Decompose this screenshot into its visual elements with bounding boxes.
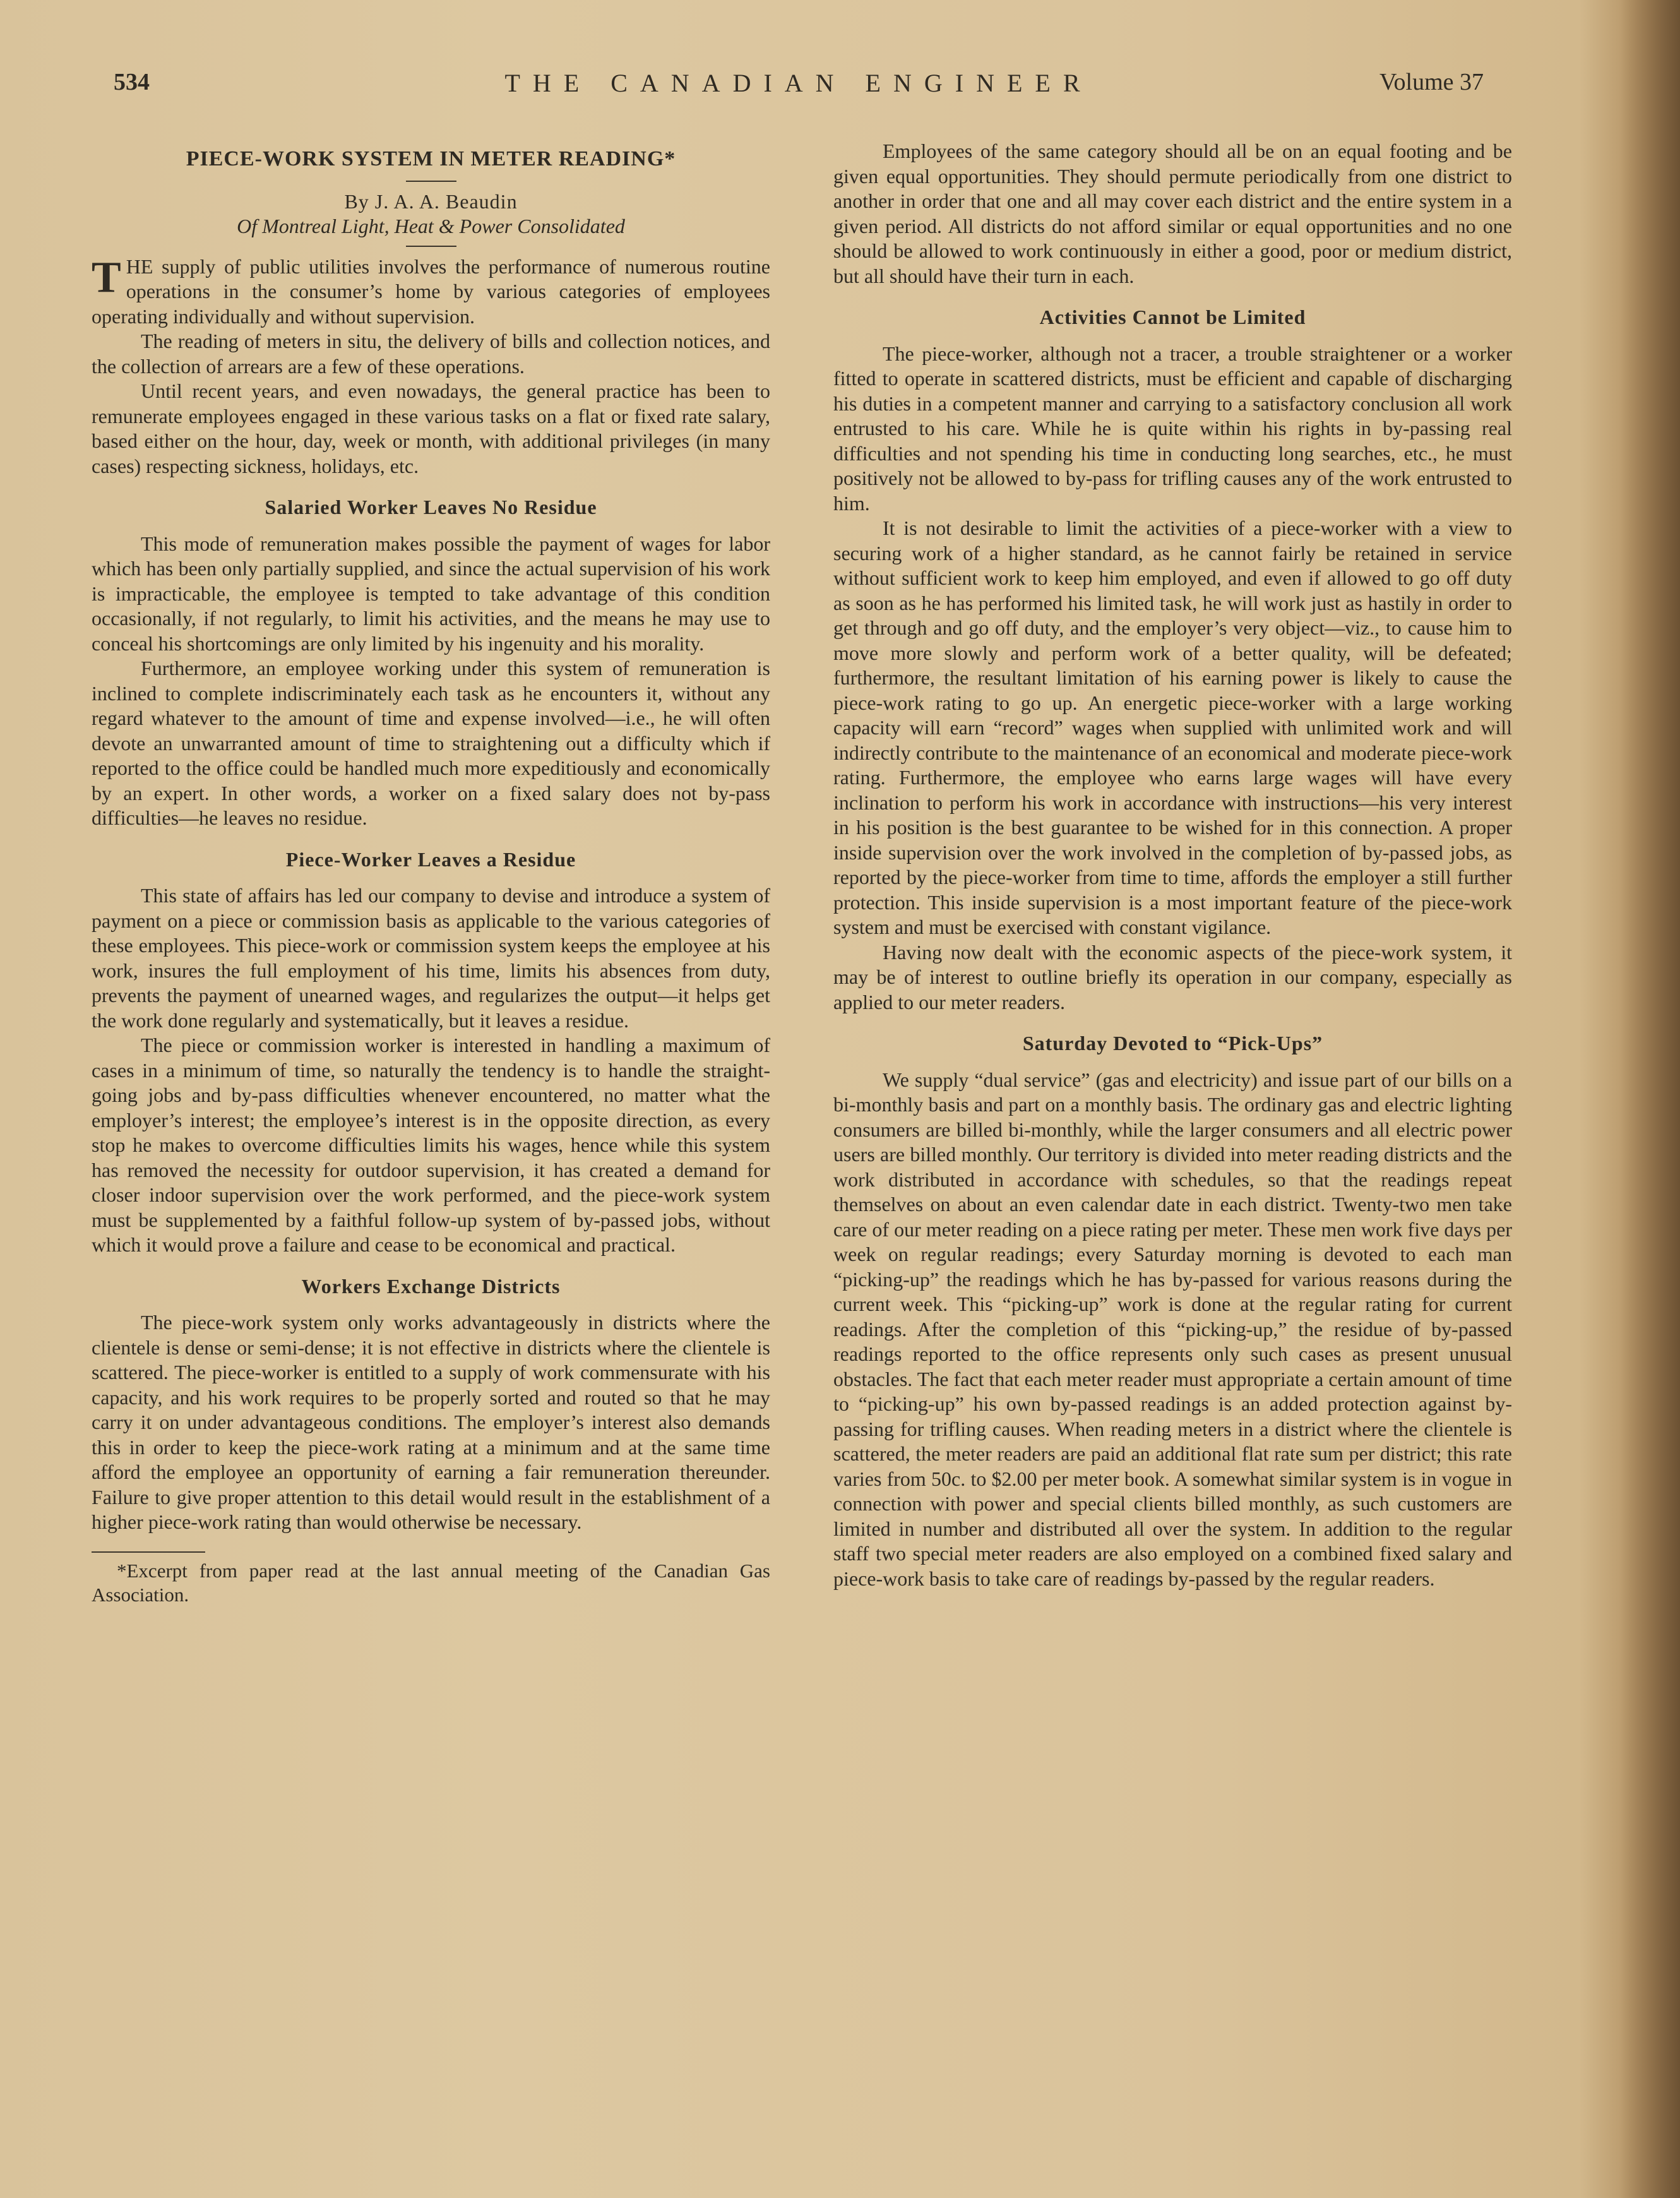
paragraph: Employees of the same category should all be on an equal footing and be given equal opportunities. They should permute periodically from one district to another in order that one and all may cover each district and the entire system in a given period. All districts do not afford similar or equal opportunities and no one should be allowed to work continuously in either a good, poor or medium district, but all should have their turn in each. — [833, 140, 1512, 287]
intro-text: HE supply of public utilities involves the performance of numerous routine operations in the consumer’s home by various categories of employees operating individually and without supervision. — [92, 254, 770, 328]
journal-title: THE CANADIAN ENGINEER — [504, 69, 1093, 97]
paragraph: The piece-work system only works advantageously in districts where the clientele is dense or semi-dense; it is not effective in districts where the clientele is scattered. The piece-worker is entitled to a supply of work commensurate with his capacity, and his work requires to be properly sorted and routed so that he may carry it on under advantageous conditions. The employer’s interest also demands this in order to keep the piece-work rating at a minimum and at the same time afford the employee an opportunity of earning a fair remuneration thereunder. Failure to give proper attention to this detail would result in the establishment of a higher piece-work rating than would otherwise be necessary. — [92, 1311, 770, 1533]
paragraph: This state of affairs has led our company to devise and introduce a system of payment on a piece or commission basis as applicable to the various categories of these employees. This piece-work or commission system keeps the employee at his work, insures the full employment of his time, limits his absences from duty, prevents the payment of unearned wages, and regularizes the output—it helps get the work done regularly and systematically, but it leaves a residue. — [92, 884, 770, 1032]
section-heading: Workers Exchange Districts — [301, 1274, 561, 1298]
paragraph: It is not desirable to limit the activities of a piece-worker with a view to securing work of a higher standard, as he cannot fairly be retained in service without sufficient work to keep him employed, and even if allowed to go off duty as soon as he has performed his limited task, he will work just as hastily in order to get through and go off duty, and the employer’s very object—viz., to cause him to move more slowly and perform work of a better quality, will be defeated; furthermore, the resultant limitation of his earning power is likely to cause the piece-work rating to go up. An energetic piece-worker with a large working capacity will earn “record” wages when supplied with unlimited work and will indirectly contribute to the maintenance of an economical and moderate piece-work rating. Furthermore, the employee who earns large wages will have every inclination to perform his work in accordance with instructions—his very interest in his position is the best guarantee to be wished for in this connection. A proper inside supervision over the work involved in the completion of by-passed jobs, as reported by the piece-worker from time to time, affords the employer a still further protection. This inside supervision is a most important feature of the piece-work system and must be exercised with constant vigilance. — [833, 517, 1512, 938]
drop-cap: T — [92, 253, 121, 302]
paragraph: The piece or commission worker is interested in handling a maximum of cases in a minimum of time, so naturally the tendency is to handle the straight-going jobs and by-pass difficulties whenever encountered, no matter what the employer’s interest; the employee’s interest is in the opposite direction, as every stop he makes to overcome difficulties limits his wages, hence while this system has removed the necessity for outdoor supervision, it has created a demand for closer indoor supervision over the work performed, and the piece-work system must be supplemented by a faithful follow-up system of by-passed jobs, without which it would prove a failure and cease to be economical and practical. — [92, 1034, 770, 1256]
paragraph: The reading of meters in situ, the delivery of bills and collection notices, and the collection of arrears are a few of these operations. — [92, 330, 770, 378]
paragraph: The piece-worker, although not a tracer, a trouble straightener or a worker fitted to operate in scattered districts, must be efficient and capable of discharging his duties in a competent manner and carrying to a satisfactory conclusion all work entrusted to his care. While he is quite within his rights in by-passing real difficulties and not spending his time in conducting long searches, etc., he must positively not be allowed to by-pass for trifling causes any of the work entrusted to him. — [833, 342, 1512, 515]
article-byline: By J. A. A. Beaudin — [344, 189, 518, 213]
left-column — [92, 139, 770, 1607]
title-rule — [406, 181, 456, 182]
paragraph: Having now dealt with the economic aspects of the piece-work system, it may be of interest to outline briefly its operation in our company, especially as applied to our meter readers. — [833, 940, 1512, 1013]
section-heading: Salaried Worker Leaves No Residue — [265, 496, 597, 518]
page-spine-shadow — [1620, 0, 1680, 2198]
page-number: 534 — [114, 69, 150, 95]
paragraph: Furthermore, an employee working under this system of remuneration is inclined to complete indiscriminately each task as he encounters it, without any regard whatever to the amount of time and expense involved—i.e., he will often devote an unwarranted amount of time to straightening out a difficulty which if reported to the office could be handled much more expeditiously and economically by an expert. In other words, a worker on a fixed salary does not by-pass difficulties—he leaves no residue. — [92, 657, 770, 829]
paragraph: Until recent years, and even nowadays, the general practice has been to remunerate employees engaged in these various tasks on a flat or fixed rate salary, based either on the hour, day, week or month, with additional privileges (in many cases) respecting sickness, holidays, etc. — [92, 379, 770, 477]
section-heading: Saturday Devoted to “Pick-Ups” — [1022, 1032, 1323, 1054]
article-title: PIECE-WORK SYSTEM IN METER READING* — [186, 147, 676, 170]
byline-rule — [406, 246, 456, 247]
footnote: *Excerpt from paper read at the last annual meeting of the Canadian Gas Association. — [92, 1559, 770, 1606]
volume-label: Volume 37 — [1379, 69, 1484, 95]
article-affiliation: Of Montreal Light, Heat & Power Consolidated — [237, 215, 625, 237]
section-heading: Activities Cannot be Limited — [1039, 306, 1306, 328]
running-header — [114, 68, 1484, 106]
right-column — [833, 139, 1512, 1591]
paragraph: We supply “dual service” (gas and electricity) and issue part of our bills on a bi-monthly basis and part on a monthly basis. The ordinary gas and electric lighting consumers are billed bi-monthly, while the larger consumers and all electric power users are billed monthly. Our territory is divided into meter reading districts and the work distributed in accordance with schedules, so that the readings repeat themselves on about an even calendar date in each district. Twenty-two men take care of our meter reading on a piece rating per meter. These men work five days per week on regular readings; every Saturday morning is devoted to each man “picking-up” the readings which he has by-passed for various reasons during the current week. This “picking-up” work is done at the regular rating for current readings. After the completion of this “picking-up,” the residue of by-passed readings reported to the office represents only such cases as present unusual obstacles. The fact that each meter reader must appropriate a certain amount of time to “picking-up” his own by-passed readings is an added protection against by-passing for trifling causes. When reading meters in a district where the clientele is scattered, the meter readers are paid an additional flat rate sum per district; this rate varies from 50c. to $2.00 per meter book. A somewhat similar system is in vogue in connection with power and special clients billed monthly, as such customers are limited in number and distributed all over the system. In addition to the regular staff two special meter readers are also employed on a combined fixed salary and piece-work basis to take care of readings by-passed by the regular readers. — [833, 1068, 1512, 1590]
paragraph: This mode of remuneration makes possible the payment of wages for labor which has been only partially supplied, and since the actual supervision of his work is impracticable, the employee is tempted to take advantage of this condition occasionally, if not regularly, to limit his activities, and the means he may use to conceal his shortcomings are only limited by his ingenuity and his morality. — [92, 532, 770, 655]
footnote-rule — [92, 1551, 205, 1553]
intro-paragraph — [92, 254, 770, 330]
section-heading: Piece-Worker Leaves a Residue — [285, 847, 576, 871]
